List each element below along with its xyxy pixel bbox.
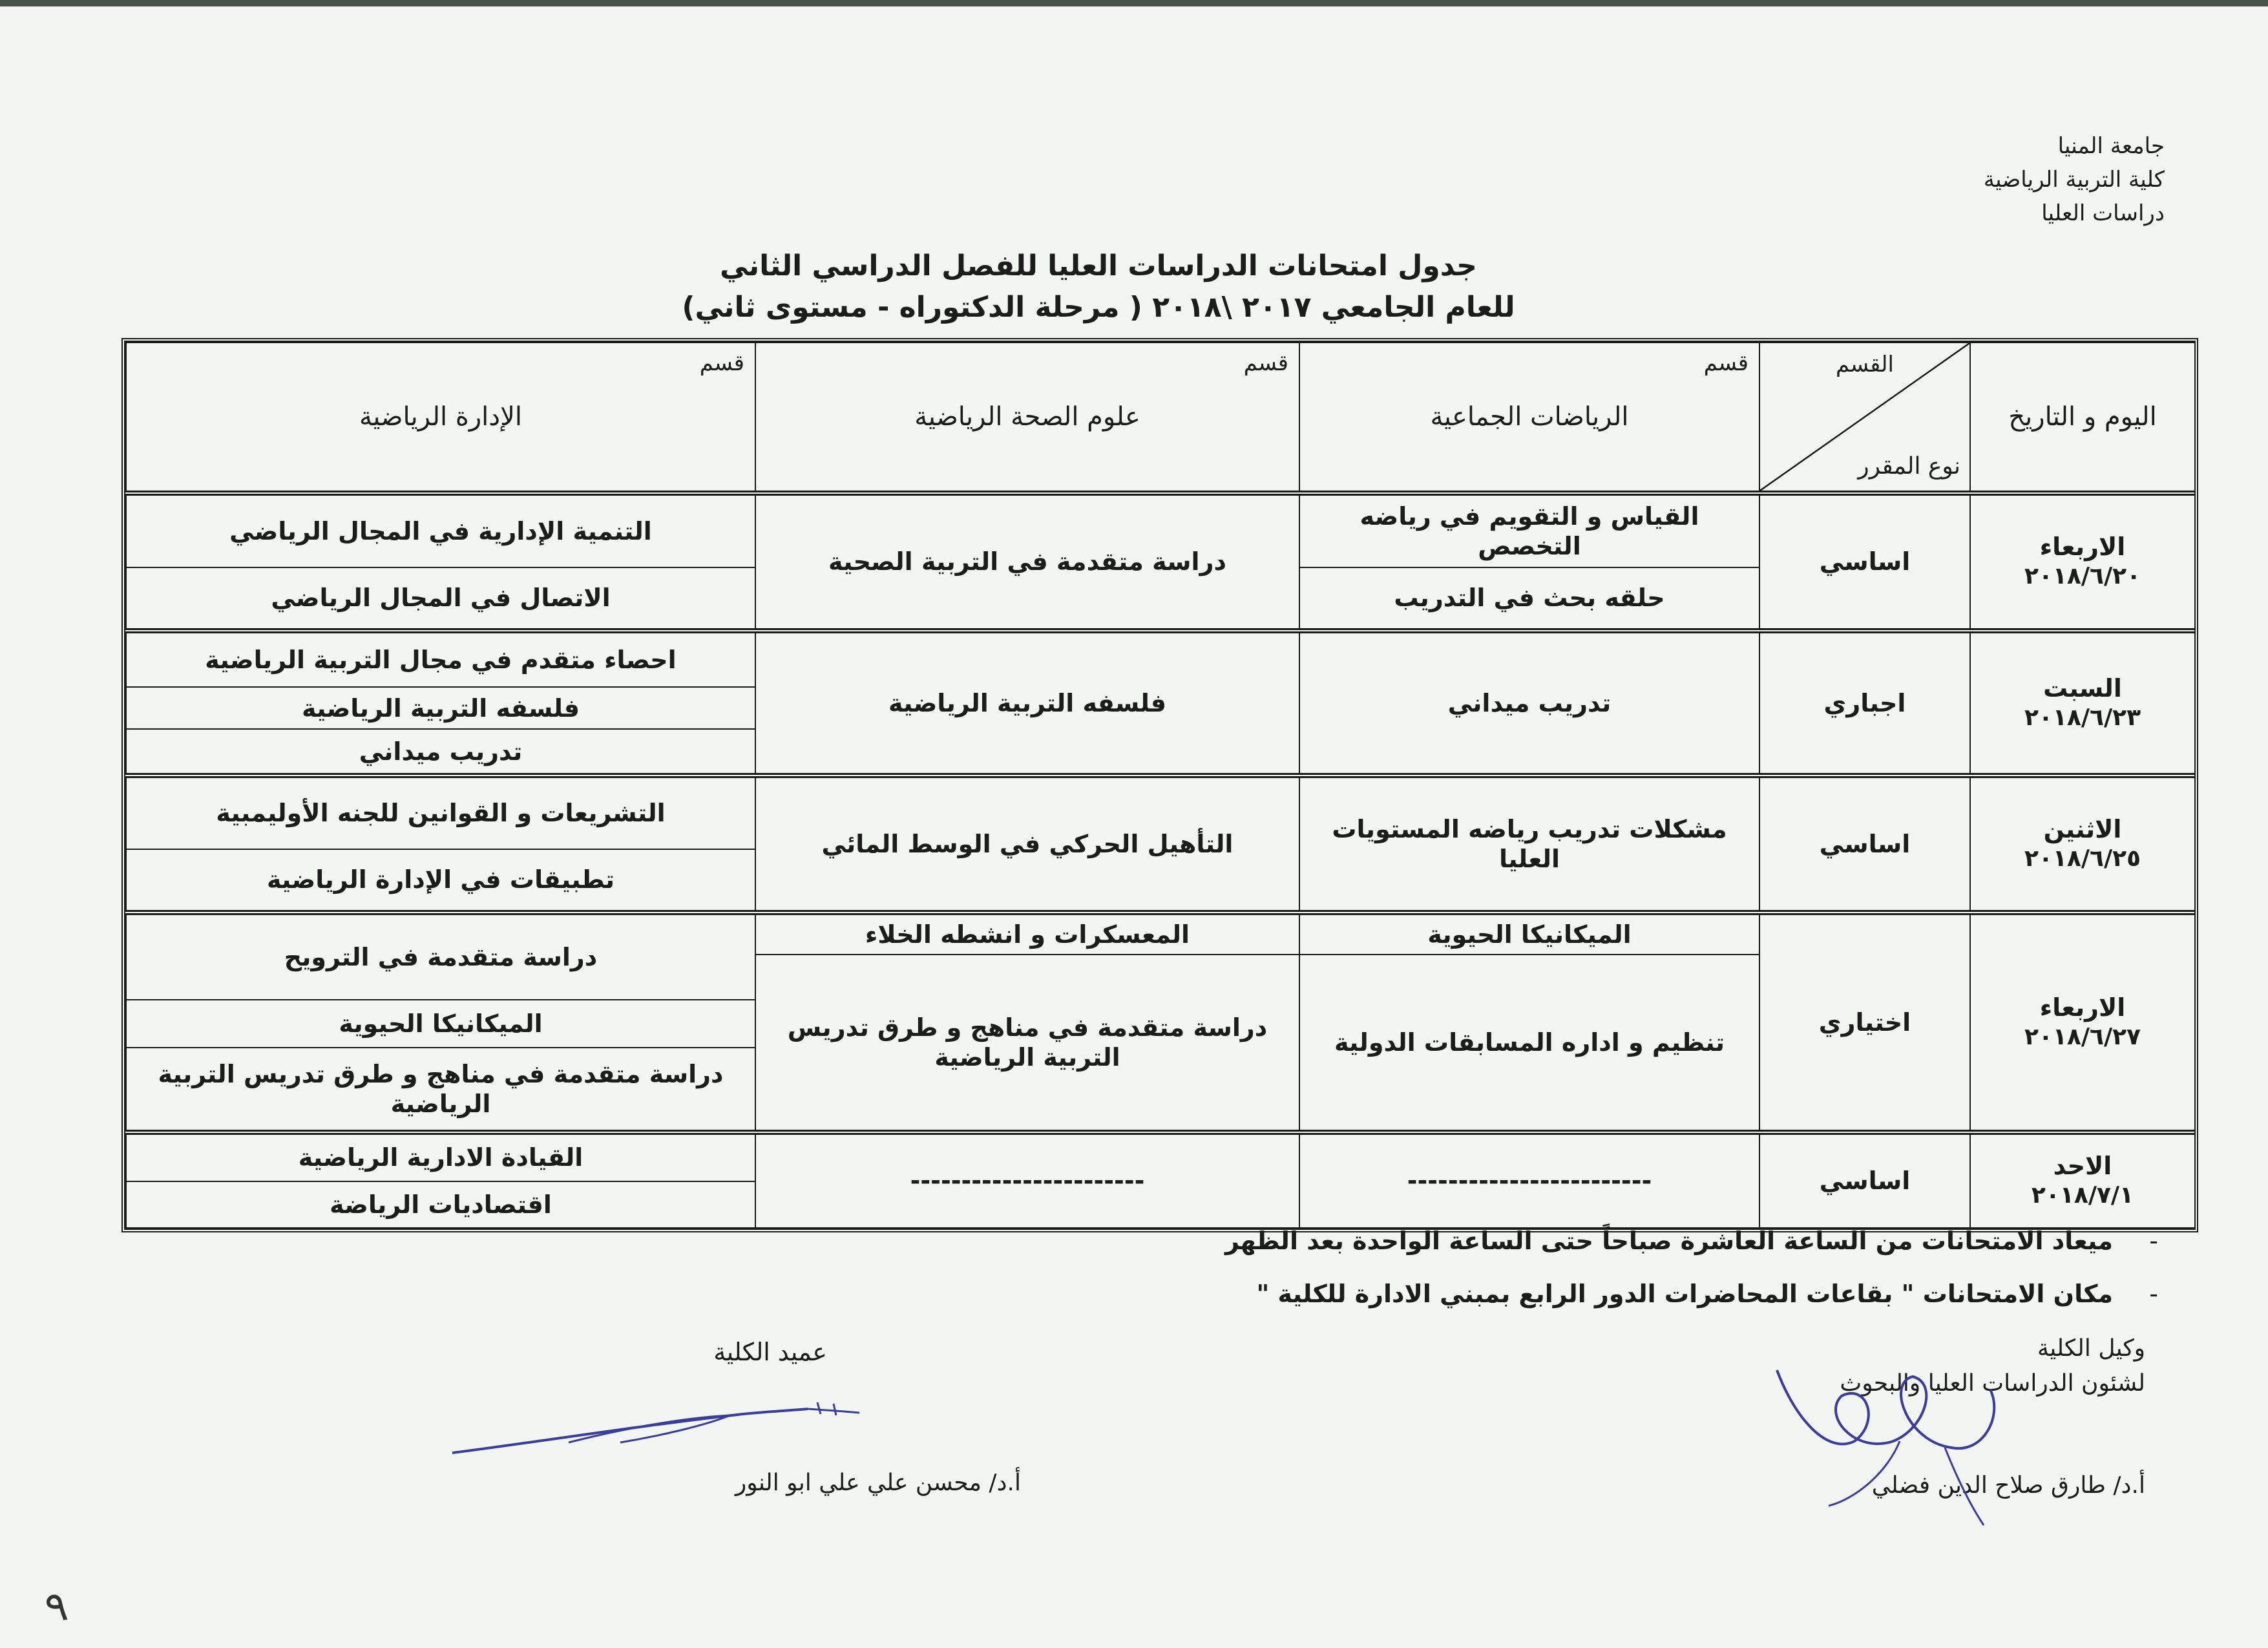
course-type-cell: اختياري <box>1759 913 1970 1132</box>
scan-top-edge <box>0 0 2268 6</box>
header-course-type: نوع المقرر <box>1858 453 1960 480</box>
vice-dean-signature-icon <box>1758 1344 2035 1538</box>
day-name: السبت <box>2043 674 2122 703</box>
course-cell: المعسكرات و انشطه الخلاء <box>755 913 1299 955</box>
header-day-date: اليوم و التاريخ <box>1970 343 2195 493</box>
course-cell: تدريب ميداني <box>1299 631 1759 776</box>
course-cell: تدريب ميداني <box>126 729 755 776</box>
page-number: ٩ <box>42 1581 71 1633</box>
note-text: ميعاد الامتحانات من الساعة العاشرة صباحاً حتى الساعة الواحدة بعد الظهر <box>1224 1227 2113 1255</box>
course-cell-empty: ----------------------- <box>755 1132 1299 1228</box>
title-line-1: جدول امتحانات الدراسات العليا للفصل الدراسي الثاني <box>720 249 1477 282</box>
note-exam-place <box>737 1274 2158 1313</box>
day-date: ٢٠١٨/٦/٢٣ <box>2024 704 2141 731</box>
vice-dean-name: أ.د/ طارق صلاح الدين فضلي <box>1871 1472 2145 1499</box>
note-dash: - <box>2149 1280 2158 1308</box>
course-cell: القياس و التقويم في رياضه التخصص <box>1299 493 1759 567</box>
title-line-2: للعام الجامعي ٢٠١٧ \٢٠١٨ ( مرحلة الدكتوراه - مستوى ثاني) <box>682 291 1515 324</box>
exam-schedule-table <box>125 342 2196 1229</box>
dean-name: أ.د/ محسن علي علي ابو النور <box>735 1470 1021 1496</box>
dept-name: الرياضات الجماعية <box>1430 402 1629 432</box>
day-cell <box>1970 1132 2195 1228</box>
day-date: ٢٠١٨/٦/٢٥ <box>2024 845 2141 872</box>
exam-schedule-frame <box>121 338 2198 1232</box>
course-type-cell: اساسي <box>1759 776 1970 912</box>
day-name: الاحد <box>2053 1152 2112 1181</box>
course-type-cell: اساسي <box>1759 493 1970 631</box>
day-cell <box>1970 913 2195 1132</box>
course-cell: اقتصاديات الرياضة <box>126 1181 755 1228</box>
header-dept-health <box>755 343 1299 493</box>
course-cell: دراسة متقدمة في مناهج و طرق تدريس التربية الرياضية <box>126 1048 755 1132</box>
header-dept-type-cell <box>1759 343 1970 493</box>
course-cell: دراسة متقدمة في التربية الصحية <box>755 493 1299 631</box>
vice-dean-subtitle: لشئون الدراسات العليا والبحوث <box>1840 1370 2145 1397</box>
course-cell: التنمية الإدارية في المجال الرياضي <box>126 493 755 567</box>
dept-name: الإدارة الرياضية <box>359 402 522 432</box>
course-cell: التأهيل الحركي في الوسط المائي <box>755 776 1299 912</box>
document-title <box>582 246 1615 328</box>
course-cell: تنظيم و اداره المسابقات الدولية <box>1299 955 1759 1132</box>
header-dept-admin <box>126 343 755 493</box>
course-cell-empty: ------------------------ <box>1299 1132 1759 1228</box>
table-row <box>126 631 2195 687</box>
note-text: مكان الامتحانات " بقاعات المحاضرات الدور الرابع بمبني الادارة للكلية " <box>1256 1280 2113 1308</box>
table-row <box>126 1132 2195 1181</box>
department-name: دراسات العليا <box>2041 200 2165 226</box>
university-name: جامعة المنيا <box>2057 133 2165 159</box>
faculty-name: كلية التربية الرياضية <box>1983 167 2165 193</box>
day-name: الاثنين <box>2043 814 2122 843</box>
course-cell: دراسة متقدمة في مناهج و طرق تدريس التربية الرياضية <box>755 955 1299 1132</box>
course-cell: تطبيقات في الإدارة الرياضية <box>126 849 755 913</box>
course-cell: الميكانيكا الحيوية <box>126 1000 755 1048</box>
table-row <box>126 913 2195 955</box>
dept-label: قسم <box>1243 350 1288 376</box>
dept-name: علوم الصحة الرياضية <box>914 402 1140 432</box>
note-dash: - <box>2149 1227 2158 1255</box>
course-type-cell: اساسي <box>1759 1132 1970 1228</box>
day-name: الاربعاء <box>2039 993 2126 1022</box>
table-row <box>126 776 2195 849</box>
dean-signature-icon <box>446 1383 911 1474</box>
dept-label: قسم <box>1703 350 1748 376</box>
course-cell: احصاء متقدم في مجال التربية الرياضية <box>126 631 755 687</box>
table-row <box>126 493 2195 567</box>
course-cell: القيادة الادارية الرياضية <box>126 1132 755 1181</box>
day-cell <box>1970 631 2195 776</box>
course-cell: مشكلات تدريب رياضه المستويات العليا <box>1299 776 1759 912</box>
course-cell: دراسة متقدمة في الترويح <box>126 913 755 1000</box>
course-cell: فلسفه التربية الرياضية <box>755 631 1299 776</box>
day-name: الاربعاء <box>2039 533 2126 562</box>
course-cell: الميكانيكا الحيوية <box>1299 913 1759 955</box>
institution-header <box>1712 129 2165 230</box>
dept-label: قسم <box>699 350 744 376</box>
header-dept-word: القسم <box>1836 352 1894 377</box>
day-date: ٢٠١٨/٦/٢٧ <box>2024 1023 2141 1050</box>
day-date: ٢٠١٨/٧/١ <box>2031 1182 2134 1209</box>
dean-title: عميد الكلية <box>713 1338 827 1366</box>
course-cell: حلقه بحث في التدريب <box>1299 567 1759 631</box>
notes-block <box>737 1221 2158 1313</box>
vice-dean-title: وكيل الكلية <box>2037 1335 2145 1362</box>
course-cell: فلسفه التربية الرياضية <box>126 687 755 729</box>
course-cell: الاتصال في المجال الرياضي <box>126 567 755 631</box>
day-date: ٢٠١٨/٦/٢٠ <box>2024 563 2141 590</box>
course-cell: التشريعات و القوانين للجنه الأوليمبية <box>126 776 755 849</box>
note-exam-time <box>737 1221 2158 1260</box>
table-header-row <box>126 343 2195 493</box>
header-dept-team-sports <box>1299 343 1759 493</box>
course-type-cell: اجباري <box>1759 631 1970 776</box>
day-cell <box>1970 776 2195 912</box>
day-cell <box>1970 493 2195 631</box>
